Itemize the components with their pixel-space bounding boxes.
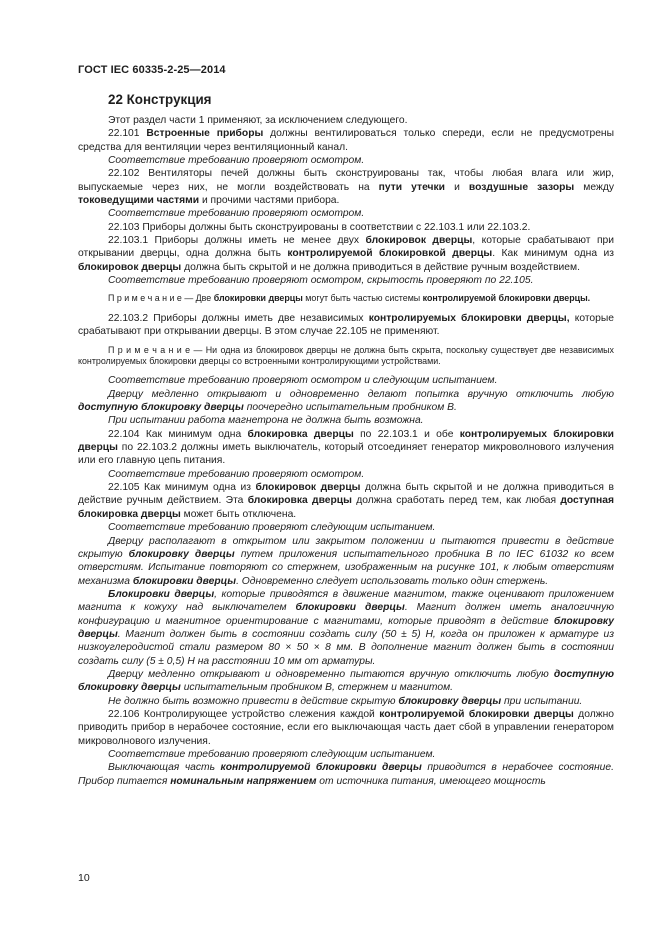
text-run: приводится в нерабочее состояние. Прибор питается [78, 762, 614, 787]
section-title: 22 Конструкция [108, 92, 212, 107]
text-run: Дверцу медленно открывают и одновременно делают попытка вручную отключить любую [108, 388, 614, 400]
text-run: должна сработать перед тем, как любая [351, 495, 561, 507]
text-run: Этот раздел части 1 применяют, за исключением следующего. [108, 115, 408, 126]
text-run: Соответствие требованию проверяют осмотром. [108, 155, 365, 167]
term-text: доступная блокировка дверцы [78, 495, 614, 520]
note-paragraph [78, 345, 614, 368]
term-text: Блокировки дверцы [108, 588, 215, 600]
term-text: контролируемой блокировки дверцы [220, 762, 422, 774]
text-run: Соответствие требованию проверяют осмотром и следующим испытанием. [108, 375, 498, 387]
text-run: П р и м е ч а н и е — Две [108, 293, 214, 304]
paragraph [78, 695, 614, 708]
text-run: и [445, 181, 469, 193]
text-run: Дверцу располагают в открытом или закрытом положении и пытаются привести в действие скрытую [78, 535, 614, 560]
term-text: токоведущими частями [78, 195, 200, 207]
term-text: контролируемой блокировкой дверцы [287, 248, 493, 260]
paragraph [78, 414, 614, 427]
text-run: 22.104 Как минимум одна [108, 428, 248, 440]
paragraph [78, 167, 614, 207]
text-run: 22.105 Как минимум одна из [108, 482, 256, 494]
text-run: должна быть скрытой и не должна приводиться в действие ручным воздействием. [181, 261, 580, 273]
text-run: по 22.103.2 должны иметь выключатель, который отсоединяет генератор микроволнового излучения или его главную цепь питания. [78, 442, 614, 467]
paragraph [78, 588, 614, 668]
paragraph [78, 708, 614, 748]
term-text: блокировка дверцы [247, 495, 352, 507]
text-run: между [574, 181, 614, 193]
text-run: и прочими частями прибора. [199, 195, 340, 207]
text-run: поочередно испытательным пробником В. [243, 402, 457, 414]
term-text: блокировок дверцы [365, 235, 473, 247]
text-run: могут быть частью системы [302, 293, 423, 304]
paragraph [78, 428, 614, 468]
term-text: блокировки дверцы [213, 293, 303, 304]
paragraph [78, 274, 614, 287]
text-run: , которые срабатывают при открывании дверцы, одна должна быть [78, 235, 615, 260]
paragraph [78, 388, 614, 415]
term-text: контролируемых блокировки дверцы [78, 428, 614, 454]
text-run: которые срабатывают при открывании дверцы. В этом случае 22.105 не применяют. [78, 312, 614, 338]
standard-header: ГОСТ IEC 60335-2-25—2014 [78, 64, 226, 76]
term-text: воздушные зазоры [468, 181, 575, 193]
text-run: 22.102 Вентиляторы печей должны быть сконструированы так, чтобы любая влага или жир, выпускаемые через них, не могли воздействовать на [78, 168, 614, 193]
text-run: может быть отключена. [180, 508, 297, 520]
text-run: Соответствие требованию проверяют следующим испытанием. [108, 522, 436, 534]
text-run: должно приводить прибор в нерабочее состояние, если его выключающая часть дает сбой в управлении генератором микроволнового излучения. [78, 708, 615, 747]
term-text: блокировку дверцы [128, 548, 235, 560]
paragraph [78, 761, 614, 788]
text-run: . Одновременно следует использовать только один стержень. [236, 575, 549, 587]
term-text: контролируемой блокировки дверцы [379, 708, 574, 720]
paragraph [78, 207, 614, 220]
note-paragraph [78, 293, 614, 304]
term-text: блокировка дверцы [247, 428, 354, 440]
text-run: при испытании. [501, 695, 583, 707]
term-text: доступную блокировку дверцы [78, 668, 614, 694]
text-run: Соответствие требованию проверяют осмотром. [108, 208, 365, 220]
term-text: блокировки дверцы [132, 575, 237, 587]
body-text [78, 114, 614, 788]
text-run: . Магнит должен иметь аналогичную конфигурацию и магнитное ориентирование с магнитами, которые приводят в действие [78, 602, 614, 627]
term-text: номинальным напряжением [170, 775, 317, 787]
paragraph [78, 481, 614, 521]
paragraph [78, 221, 614, 234]
text-run: , которые приводятся в движение магнитом, также оценивают приложением магнита к кожуху над выключателем [78, 588, 614, 614]
text-run: 22.101 [108, 128, 147, 140]
term-text: блокировок дверцы [78, 261, 182, 273]
text-run: . Магнит должен быть в состоянии создать силу (50 ± 5) Н, когда он приложен к арматуре из низкоуглеродистой стали размером 80 × 50 × 8 мм. В дополнение магнит должен быть в состоянии создать силу (5 ± 0,5) Н на расстоянии 10 мм от арматуры. [78, 628, 614, 667]
text-run: 22.103.1 Приборы должны иметь не менее двух [108, 235, 366, 247]
text-run: должна быть скрытой и не должна приводиться в действие ручным действием. Эта [78, 482, 614, 507]
text-run: испытательным пробником В, стержнем и магнитом. [180, 682, 454, 694]
paragraph [78, 154, 614, 167]
paragraph [78, 374, 614, 387]
term-text: Встроенные приборы [146, 128, 264, 140]
paragraph [78, 535, 614, 588]
term-text: блокировки дверцы [295, 602, 405, 614]
paragraph [78, 234, 614, 274]
text-run: 22.103 Приборы должны быть сконструированы в соответствии с 22.103.1 или 22.103.2. [108, 221, 531, 233]
text-run: Дверцу медленно открывают и одновременно пытаются вручную отключить любую [108, 668, 554, 680]
text-run: Соответствие требованию проверяют следующим испытанием. [108, 749, 436, 760]
paragraph [78, 312, 614, 339]
text-run: . Как минимум одна из [492, 248, 614, 260]
paragraph [78, 114, 614, 127]
paragraph [78, 468, 614, 481]
term-text: пути утечки [378, 181, 446, 193]
term-text: блокировок дверцы [255, 482, 361, 494]
paragraph [78, 668, 614, 695]
text-run: от источника питания, имеющего мощность [316, 775, 546, 787]
term-text: контролируемых блокировки дверцы, [368, 312, 570, 324]
term-text: блокировку дверцы [398, 695, 502, 707]
text-run: по 22.103.1 и обе [353, 428, 460, 440]
paragraph [78, 127, 614, 154]
text-run: 22.103.2 Приборы должны иметь две независимых [108, 312, 369, 324]
text-run: Не должно быть возможно привести в действие скрытую [108, 695, 399, 707]
paragraph [78, 521, 614, 534]
text-run: П р и м е ч а н и е — Ни одна из блокировок дверцы не должна быть скрыта, поскольку существует две независимых контролируемых блокировки дверцы со встроенными контролирующими устройствами. [78, 344, 614, 366]
page-number: 10 [78, 872, 90, 884]
paragraph [78, 748, 614, 761]
text-run: 22.106 Контролирующее устройство слежения каждой [108, 708, 380, 720]
text-run: Выключающая часть [108, 762, 221, 774]
text-run: При испытании работа магнетрона не должна быть возможна. [108, 415, 424, 427]
text-run: Соответствие требованию проверяют осмотром. [108, 468, 365, 480]
term-text: контролируемой блокировки дверцы. [422, 293, 591, 304]
text-run: должны вентилироваться только спереди, если не предусмотрены средства для вентиляции через вентиляционный канал. [78, 128, 615, 153]
text-run: путем приложения испытательного пробника В по IEC 61032 ко всем отверстиям. Испытание повторяют со стержнем, изображенным на рисунке 101, к любым отверстиям механизма [78, 548, 614, 587]
term-text: блокировку дверцы [78, 615, 614, 640]
text-run: Соответствие требованию проверяют осмотром, скрытость проверяют по 22.105. [108, 275, 534, 287]
term-text: доступную блокировку дверцы [78, 402, 244, 414]
